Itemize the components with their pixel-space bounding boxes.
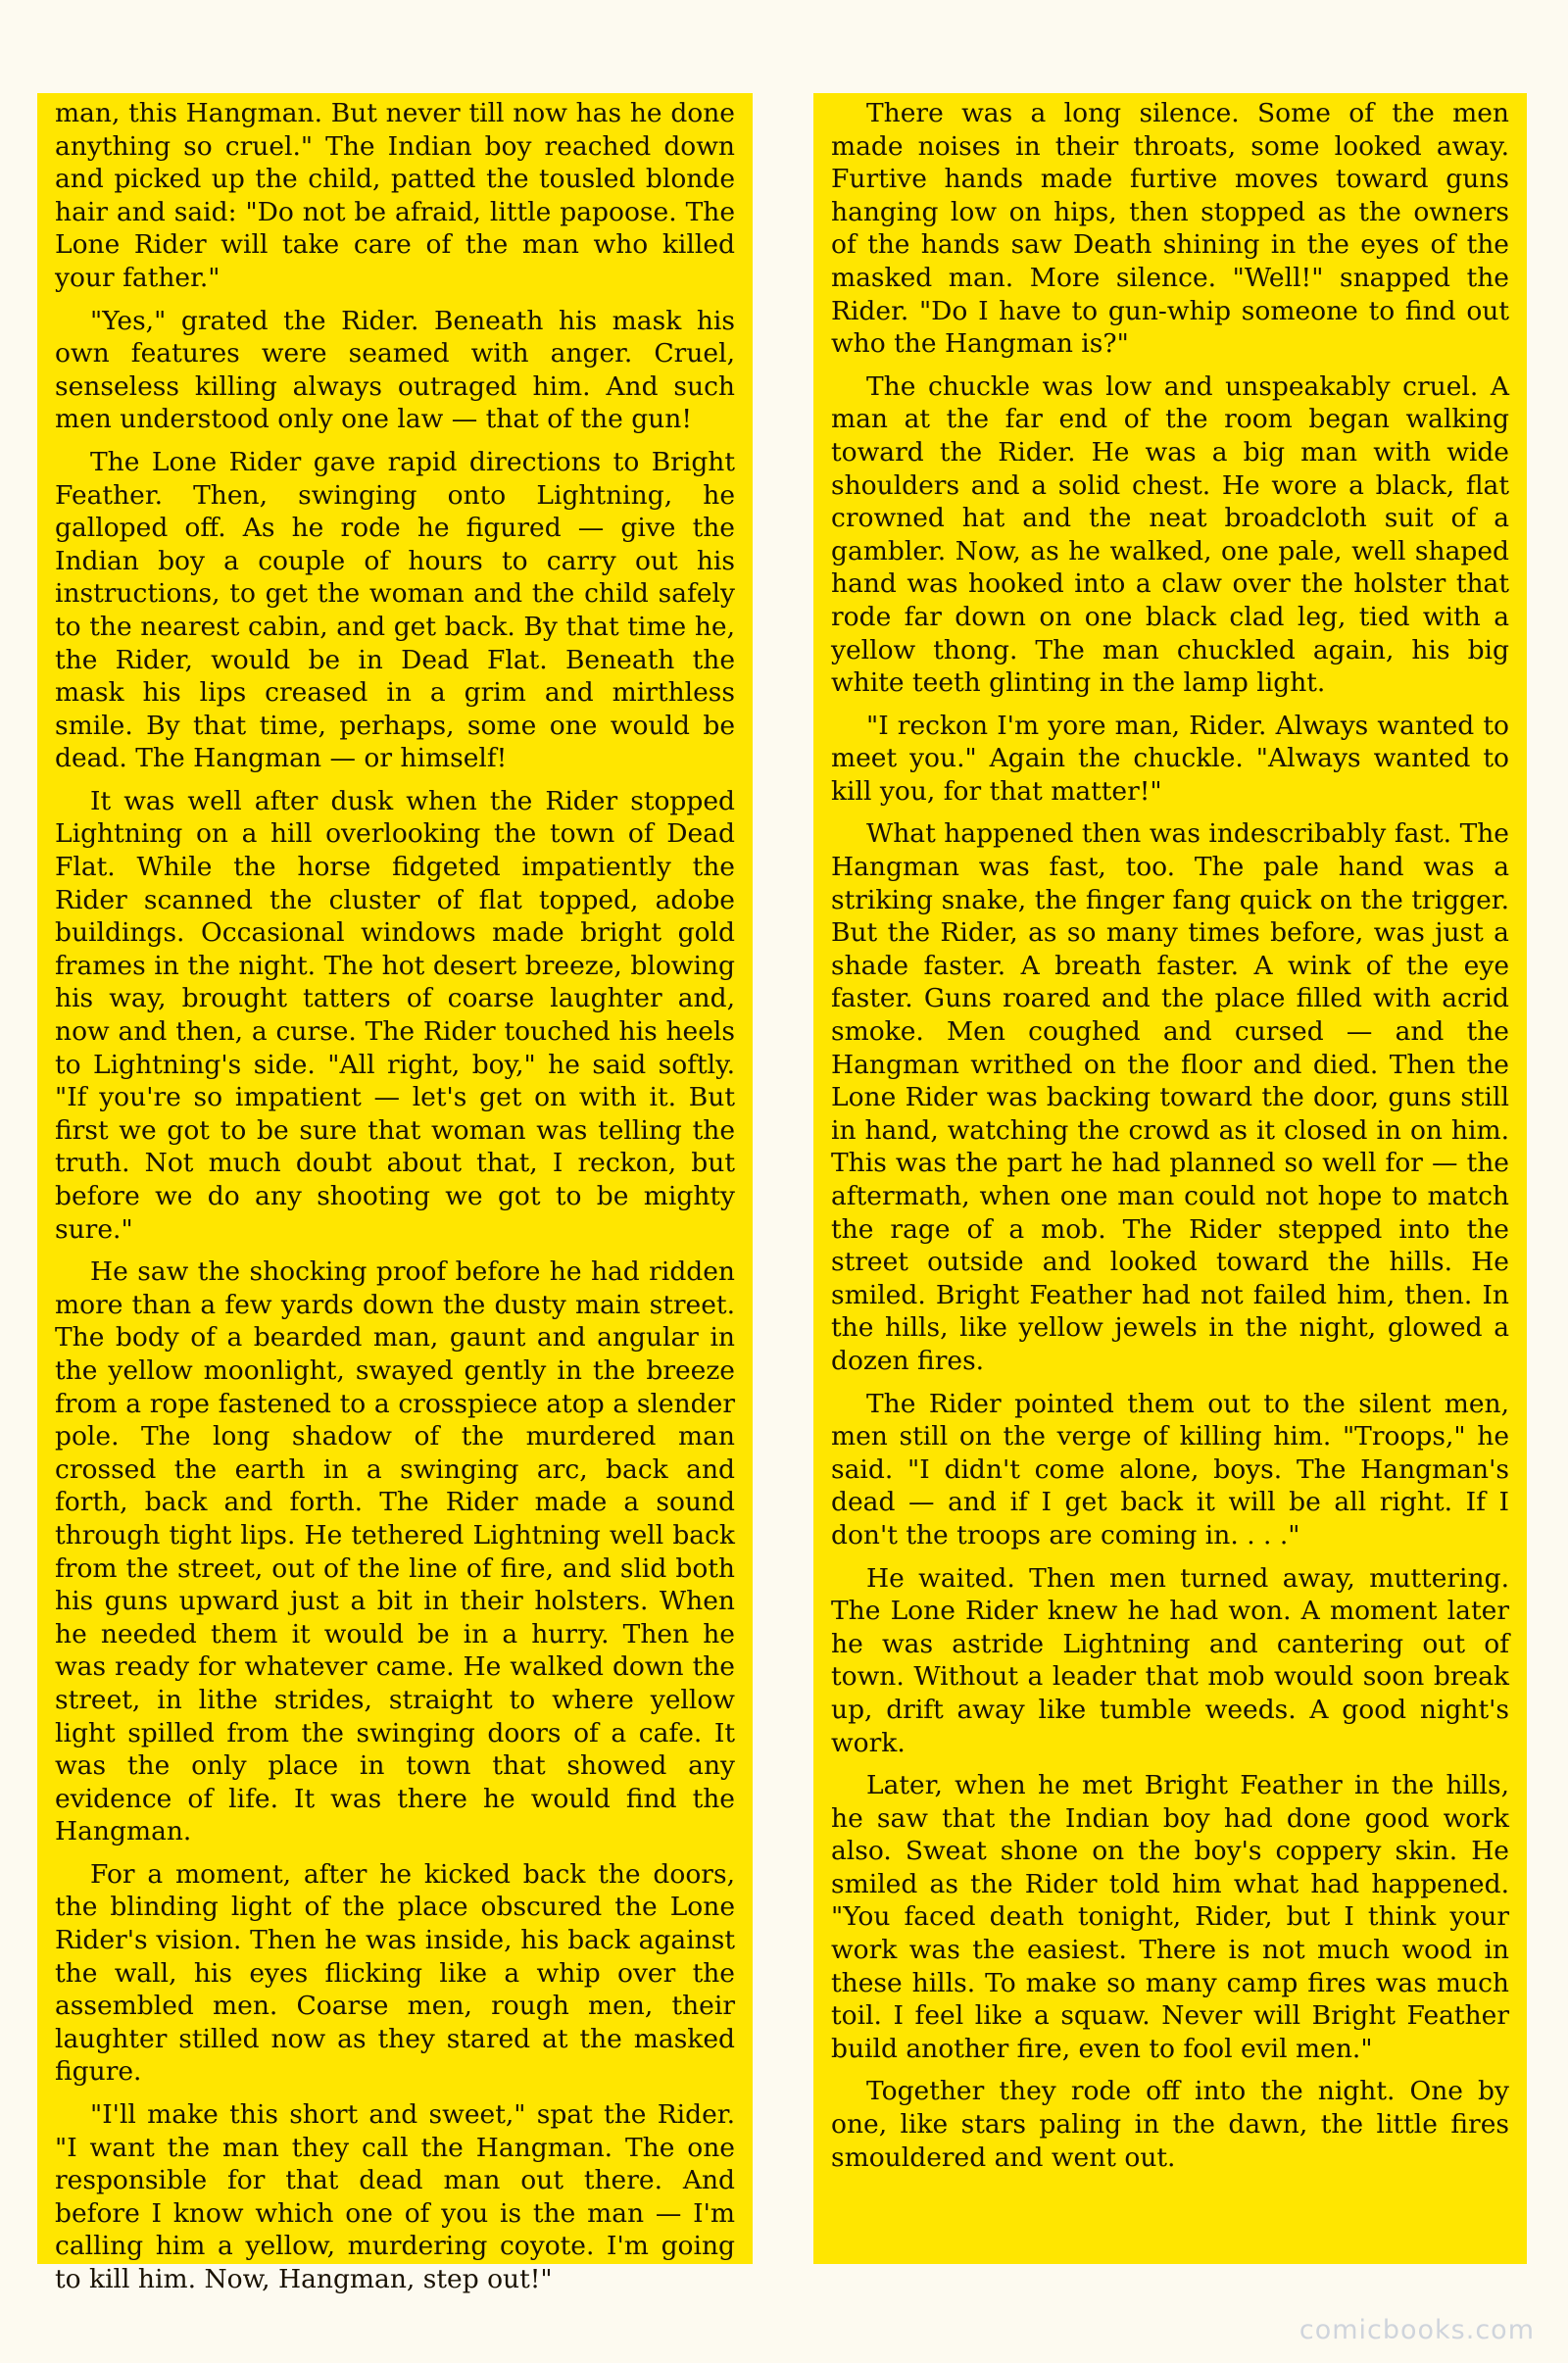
paragraph: Together they rode off into the night. One by one, like stars paling in the dawn, the little fires smouldered and went out.	[831, 2076, 1509, 2173]
site-watermark: comicbooks.com	[1298, 2315, 1535, 2345]
left-text-column	[37, 93, 753, 2294]
paragraph: "I'll make this short and sweet," spat the Rider. "I want the man they call the Hangman. The one responsible for that dead man out there. And before I know which one of you is the man — I'm calling him a yellow, murdering coyote. I'm going to kill him. Now, Hangman, step out!"	[55, 2099, 735, 2294]
paragraph: man, this Hangman. But never till now has he done anything so cruel." The Indian boy reached down and picked up the child, patted the tousled blonde hair and said: "Do not be afraid, little papoose. The Lone Rider will take care of the man who killed your father."	[55, 98, 735, 293]
paragraph: "I reckon I'm yore man, Rider. Always wanted to meet you." Again the chuckle. "Always wanted to kill you, for that matter!"	[831, 710, 1509, 807]
paragraph: The chuckle was low and unspeakably cruel. A man at the far end of the room began walking toward the Rider. He was a big man with wide shoulders and a solid chest. He wore a black, flat crowned hat and the neat broadcloth suit of a gambler. Now, as he walked, one pale, well shaped hand was hooked into a claw over the holster that rode far down on one black clad leg, tied with a yellow thong. The man chuckled again, his big white teeth glinting in the lamp light.	[831, 370, 1509, 699]
paragraph: The Lone Rider gave rapid directions to Bright Feather. Then, swinging onto Lightning, he galloped off. As he rode he figured — give the Indian boy a couple of hours to carry out his instructions, to get the woman and the child safely to the nearest cabin, and get back. By that time he, the Rider, would be in Dead Flat. Beneath the mask his lips creased in a grim and mirthless smile. By that time, perhaps, some one would be dead. The Hangman — or himself!	[55, 446, 735, 774]
paragraph: It was well after dusk when the Rider stopped Lightning on a hill overlooking the town of Dead Flat. While the horse fidgeted impatiently the Rider scanned the cluster of flat topped, adobe buildings. Occasional windows made bright gold frames in the night. The hot desert breeze, blowing his way, brought tatters of coarse laughter and, now and then, a curse. The Rider touched his heels to Lightning's side. "All right, boy," he said softly. "If you're so impatient — let's get on with it. But first we got to be sure that woman was telling the truth. Not much doubt about that, I reckon, but before we do any shooting we got to be mighty sure."	[55, 785, 735, 1245]
paragraph: There was a long silence. Some of the men made noises in their throats, some looked away. Furtive hands made furtive moves toward guns hanging low on hips, then stopped as the owners of the hands saw Death shining in the eyes of the masked man. More silence. "Well!" snapped the Rider. "Do I have to gun-whip someone to find out who the Hangman is?"	[831, 98, 1509, 360]
paragraph: Later, when he met Bright Feather in the hills, he saw that the Indian boy had done good work also. Sweat shone on the boy's coppery skin. He smiled as the Rider told him what had happened. "You faced death tonight, Rider, but I think your work was the easiest. There is not much wood in these hills. To make so many camp fires was much toil. I feel like a squaw. Never will Bright Feather build another fire, even to fool evil men."	[831, 1770, 1509, 2064]
paragraph: He saw the shocking proof before he had ridden more than a few yards down the dusty main street. The body of a bearded man, gaunt and angular in the yellow moonlight, swayed gently in the breeze from a rope fastened to a crosspiece atop a slender pole. The long shadow of the murdered man crossed the earth in a swinging arc, back and forth, back and forth. The Rider made a sound through tight lips. He tethered Lightning well back from the street, out of the line of fire, and slid both his guns upward just a bit in their holsters. When he needed them it would be in a hurry. Then he was ready for whatever came. He walked down the street, in lithe strides, straight to where yellow light spilled from the swinging doors of a cafe. It was the only place in town that showed any evidence of life. It was there he would find the Hangman.	[55, 1256, 735, 1847]
right-text-column	[813, 93, 1527, 2264]
paragraph: For a moment, after he kicked back the doors, the blinding light of the place obscured the Lone Rider's vision. Then he was inside, his back against the wall, his eyes flicking like a whip over the assembled men. Coarse men, rough men, their laughter stilled now as they stared at the masked figure.	[55, 1858, 735, 2088]
paragraph: What happened then was indescribably fast. The Hangman was fast, too. The pale hand was a striking snake, the finger fang quick on the trigger. But the Rider, as so many times before, was just a shade faster. A breath faster. A wink of the eye faster. Guns roared and the place filled with acrid smoke. Men coughed and cursed — and the Hangman writhed on the floor and died. Then the Lone Rider was backing toward the door, guns still in hand, watching the crowd as it closed in on him. This was the part he had planned so well for — the aftermath, when one man could not hope to match the rage of a mob. The Rider stepped into the street outside and looked toward the hills. He smiled. Bright Feather had not failed him, then. In the hills, like yellow jewels in the night, glowed a dozen fires.	[831, 818, 1509, 1376]
paragraph: "Yes," grated the Rider. Beneath his mask his own features were seamed with anger. Cruel, senseless killing always outraged him. And such men understood only one law — that of the gun!	[55, 305, 735, 435]
paragraph: The Rider pointed them out to the silent men, men still on the verge of killing him. "Troops," he said. "I didn't come alone, boys. The Hangman's dead — and if I get back it will be all right. If I don't the troops are coming in. . . ."	[831, 1388, 1509, 1551]
paragraph: He waited. Then men turned away, muttering. The Lone Rider knew he had won. A moment later he was astride Lightning and cantering out of town. Without a leader that mob would soon break up, drift away like tumble weeds. A good night's work.	[831, 1562, 1509, 1758]
